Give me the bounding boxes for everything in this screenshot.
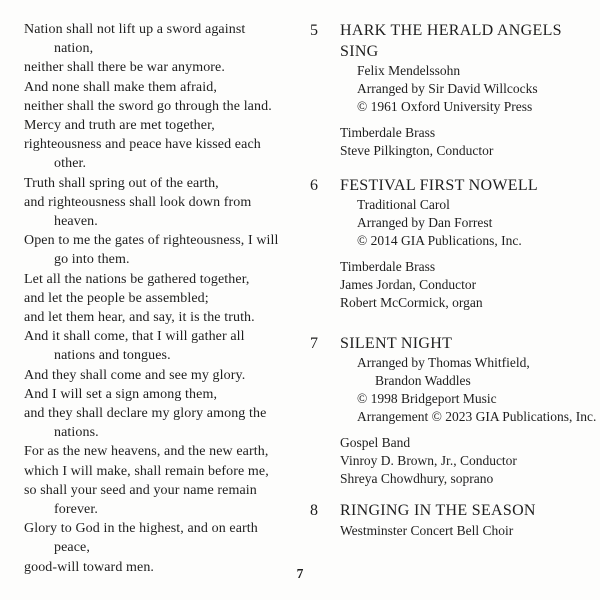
- scripture-line: nation,: [54, 41, 94, 57]
- track-performer: James Jordan, Conductor: [340, 277, 477, 292]
- scripture-line: neither shall there be war anymore.: [24, 60, 225, 76]
- scripture-line: And I will set a sign among them,: [24, 386, 218, 402]
- track-title: RINGING IN THE SEASON: [340, 502, 536, 519]
- scripture-line: nations and tongues.: [54, 348, 171, 364]
- scripture-line: And none shall make them afraid,: [24, 79, 217, 95]
- scripture-line: so shall your seed and your name remain: [24, 482, 257, 498]
- scripture-line: heaven.: [54, 214, 98, 230]
- scripture-column: [24, 20, 304, 577]
- track-body: [340, 20, 590, 160]
- scripture-line: Truth shall spring out of the earth,: [24, 175, 219, 191]
- scripture-line: good-will toward men.: [24, 559, 155, 575]
- track-performers: [340, 258, 590, 312]
- scripture-line: and righteousness shall look down from: [24, 194, 252, 210]
- track-credit: Arrangement © 2023 GIA Publications, Inc.: [357, 409, 597, 424]
- scripture-line: and they shall declare my glory among the: [24, 406, 267, 422]
- scripture-line: and let the people be assembled;: [24, 290, 209, 306]
- scripture-line: righteousness and peace have kissed each: [24, 137, 261, 153]
- track-performers: [340, 124, 590, 160]
- scripture-line: And it shall come, that I will gather all: [24, 329, 245, 345]
- track-credit: Brandon Waddles: [375, 373, 471, 388]
- scripture-line: Mercy and truth are met together,: [24, 118, 215, 134]
- track-performer: Timberdale Brass: [340, 125, 436, 140]
- track-body: [340, 500, 590, 540]
- scripture-line: For as the new heavens, and the new earth,: [24, 444, 269, 460]
- track-item: [310, 20, 590, 160]
- scripture-line: Open to me the gates of righteousness, I will: [24, 233, 279, 249]
- track-body: [340, 175, 590, 312]
- scripture-line: Nation shall not lift up a sword against: [24, 22, 246, 37]
- track-performer: Vinroy D. Brown, Jr., Conductor: [340, 453, 517, 468]
- scripture-line: and let them hear, and say, it is the truth.: [24, 310, 255, 326]
- track-performers: [340, 434, 590, 488]
- track-title: SILENT NIGHT: [340, 335, 453, 352]
- track-performer: Steve Pilkington, Conductor: [340, 143, 494, 158]
- track-performer: Shreya Chowdhury, soprano: [340, 471, 494, 486]
- track-list: [310, 0, 595, 600]
- track-credit: © 1961 Oxford University Press: [357, 99, 533, 114]
- scripture-line: peace,: [54, 540, 90, 556]
- track-item: [310, 333, 597, 488]
- scripture-line: And they shall come and see my glory.: [24, 367, 246, 383]
- scripture-line: go into them.: [54, 252, 130, 268]
- track-performer: Robert McCormick, organ: [340, 295, 483, 310]
- track-credit: © 2014 GIA Publications, Inc.: [357, 233, 522, 248]
- track-credit: Felix Mendelssohn: [357, 63, 461, 78]
- scripture-line: neither shall the sword go through the land.: [24, 98, 272, 114]
- track-number: 5: [310, 22, 318, 39]
- track-number: 8: [310, 502, 318, 519]
- track-performer: Gospel Band: [340, 435, 411, 450]
- track-body: [340, 333, 597, 488]
- scripture-line: forever.: [54, 502, 98, 518]
- track-number: 6: [310, 177, 318, 194]
- scripture-line: other.: [54, 156, 87, 172]
- track-performer: Westminster Concert Bell Choir: [340, 523, 514, 538]
- track-credit: Traditional Carol: [357, 197, 450, 212]
- track-number: 7: [310, 335, 318, 352]
- track-performer: Timberdale Brass: [340, 259, 436, 274]
- track-title: SING: [340, 43, 379, 60]
- track-credit: Arranged by Thomas Whitfield,: [357, 355, 530, 370]
- track-title: FESTIVAL FIRST NOWELL: [340, 177, 539, 194]
- scripture-line: Let all the nations be gathered together,: [24, 271, 250, 287]
- track-credit: © 1998 Bridgeport Music: [357, 391, 497, 406]
- track-credit: Arranged by Dan Forrest: [357, 215, 493, 230]
- track-item: [310, 175, 590, 312]
- track-title: HARK THE HERALD ANGELS: [340, 22, 562, 39]
- scripture-line: which I will make, shall remain before me,: [24, 463, 269, 479]
- track-item: [310, 500, 590, 540]
- scripture-line: Glory to God in the highest, and on earth: [24, 521, 258, 537]
- scripture-line: nations.: [54, 425, 99, 441]
- track-credit: Arranged by Sir David Willcocks: [357, 81, 538, 96]
- track-performers: [340, 522, 590, 540]
- page-number: 7: [296, 566, 304, 581]
